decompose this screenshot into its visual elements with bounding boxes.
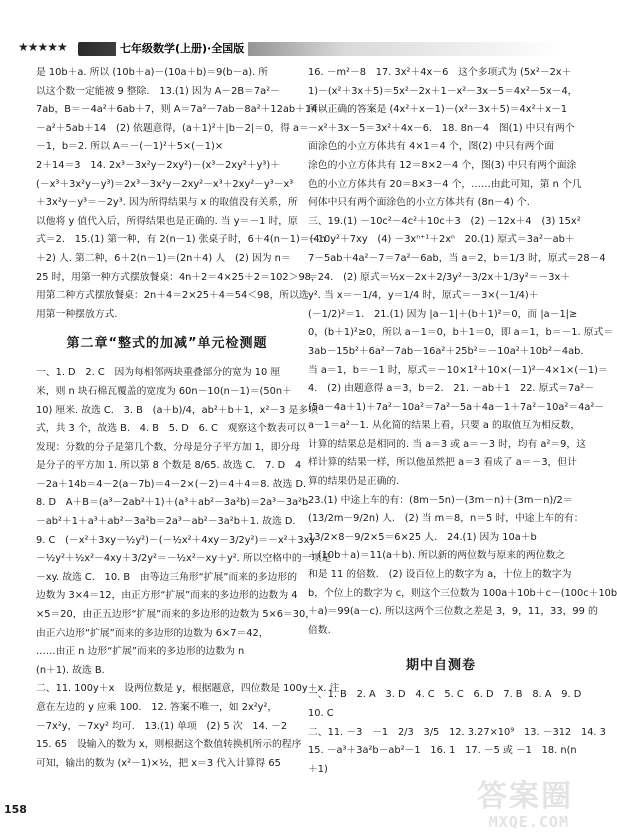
answer-line: 边数为 3×4＝12，由正方形“扩展”而来的多边形的边数为 4 [36,590,298,602]
answer-line: ＋a)＝99(a－c). 所以这两个三位数之差是 3，9，11，33，99 的 [308,606,598,618]
answer-line: 7－5ab＋4a²－7＝7a²－6ab，当 a＝2，b＝1/3 时，原式＝28－4 [308,252,606,264]
answer-line: (－x³＋3x²y－y³)＝2x³－3x²y－2xy²－x³＋2xy²－y³－x³ [36,178,294,190]
right-answers-part2 [308,686,606,779]
answer-line: －2a＋14b＝4－2(a－7b)＝4－2×(－2)＝4＋4＝8. 故选 D. [36,478,307,490]
answer-line: 3ab－15b²＋6a²－7ab－16a²＋25b²＝－10a²＋10b²－4ab. [308,345,584,357]
answer-line: ＝24. (2) 原式＝½x－2x＋2/3y²－3/2x＋1/3y²＝－3x＋ [308,271,571,283]
answer-line: ＋(10b＋a)＝11(a＋b). 所以新的两位数与原来的两位数之 [308,550,566,562]
answer-line: 涂色的小立方体共有 12＝8×2－4 个，图(3) 中只有两个面涂 [308,159,577,171]
answer-line: ……由正 n 边形“扩展”而来的多边形的边数为 n [36,646,245,658]
answer-line: 二、11. 100y＋x 设两位数是 y，根据题意，四位数是 100y＋x. 注 [36,683,340,695]
answer-line: ×5＝20，由正五边形“扩展”而来的多边形的边数为 5×6＝30， [36,609,316,621]
header-title: 七年级数学(上册)·全国版 [116,40,248,58]
answer-line: (5a－4a＋1)＋7a²－10a²＝7a²－5a＋4a－1＋7a²－10a²＝4a²－ [308,401,605,413]
answer-line: －a²＋5ab＋14 (2) 依题意得，(a＋1)²＋|b－2|＝0，得 a＝ [36,122,309,134]
answer-line: 由正六边形“扩展”而来的多边形的边数为 6×7＝42， [36,627,269,639]
answer-line: －xy. 故选 C. 10. B 由等边三角形“扩展”而来的多边形的 [36,571,297,583]
answer-line: 25 时，用第一种方式摆放餐桌：4n＋2＝4×25＋2＝102＞98， [36,271,321,283]
page-number: 158 [4,803,27,816]
answer-line: 样计算的结果一样，所以他虽然把 a＝3 看成了 a＝－3，但计 [308,457,577,469]
answer-line: 4. (2) 由题意得 a＝3，b＝2. 21. －ab＋1 22. 原式＝7a²－ [308,383,595,395]
answer-line: (n＋1). 故选 B. [36,664,105,676]
answer-line: ＋3x²y－y³＝－2y³. 因为所得结果与 x 的取值没有关系，所 [36,197,298,209]
answer-line: 10. C [308,708,334,719]
answer-line: 所以正确的答案是 (4x²＋x－1)－(x²－3x＋5)＝4x²＋x－1 [308,104,568,116]
answer-line: 用第一种摆放方式. [36,308,118,320]
answer-line: 23.(1) 中途上车的有：(8m－5n)－(3m－n)＋(3m－n)/2＝ [308,494,573,506]
answer-line: －7x²y，－7xy² 均可. 13.(1) 单项 (2) 5 次 14. －2 [36,720,288,732]
answer-line: 1)－(x²＋3x＋5)＝5x²－2x＋1－x²－3x－5＝4x²－5x－4， [308,85,578,97]
answer-line: 10) 厘米. 故选 C. 3. B (a＋b)/4，ab²＋b＋1，x²－3 是多项 [36,404,318,416]
section-heading-chapter2: 第二章“整式的加减”单元检测题 [66,336,268,352]
answer-line: a－1＝a²－1. 从化简的结果上看，只要 a 的取值互为相反数， [308,420,581,432]
answer-line: 面涂色的小立方体共有 4×1＝4 个，图(2) 中只有两个面 [308,141,555,153]
answer-line: ＋1) [308,763,328,775]
answer-line: 发现：分数的分子是第几个数，分母是分子平方加 1，即分母 [36,441,301,453]
answer-line: 何体中只有两个面涂色的小立方体共有 (8n－4) 个. [308,197,530,209]
answer-line: 色的小立方体共有 20＝8×3－4 个，……由此可知，第 n 个几 [308,178,582,190]
answer-line: 9. C (－x²＋3xy－½y²)－(－½x²＋4xy－3/2y²)＝－x²＋3xy [36,534,316,546]
answer-line: 13/2×8－9/2×5＝6×25 人. 24.(1) 因为 10a＋b [308,531,537,543]
answer-line: －10y²＋7xy (4) －3xⁿ⁺¹＋2xⁿ 20.(1) 原式＝3a²－ab＋ [308,234,575,246]
answer-line: 倍数. [308,624,331,636]
answer-line: －1，b＝2. 所以 A＝－(－1)²＋5×(－1)× [36,141,224,153]
answer-line: 16. －m²－8 17. 3x²＋4x－6 这个多项式为 (5x²－2x＋ [308,67,572,78]
answer-line: 可知，输出的数为 (x²－1)×½，把 x＝3 代入计算得 65 [36,757,281,769]
left-answers-part1 [36,64,328,324]
answer-line: 米，则 n 块石棉瓦覆盖的宽度为 60n－10(n－1)＝(50n＋ [36,385,292,397]
answer-line: －½y²＋½x²－4xy＋3/2y²＝－½x²－xy＋y². 所以空格中的一项是 [36,553,332,565]
answer-line: 式，共 3 个，故选 B. 4. B 5. D 6. C 观察这个数表可以 [36,423,307,435]
right-column [308,64,617,779]
answer-line: y². 当 x＝－1/4，y＝1/4 时，原式＝－3×(－1/4)＋ [308,290,539,302]
answer-line: 一、1. B 2. A 3. D 4. C 5. C 6. D 7. B 8. A 9. D [308,689,582,701]
answer-line: 和是 11 的倍数. (2) 设百位上的数字为 a，十位上的数字为 [308,569,572,581]
section-heading-midterm: 期中自测卷 [405,658,476,674]
answer-line: 用第二种方式摆放餐桌：2n＋4＝2×25＋4＝54＜98，所以选 [36,290,309,302]
header-stars-icon: ★★★★★ [18,40,67,54]
answer-line: －ab²＋1＋a³＋ab²－3a²b＝2a³－ab²－3a²b＋1. 故选 D. [36,516,296,528]
answer-line: (－1/2)²＝1. 21.(1) 因为 |a－1|＋(b＋1)²＝0，而 |a－1|≥ [308,308,578,320]
answer-line: (13/2m－9/2n) 人. (2) 当 m＝8，n＝5 时，中途上车的有： [308,513,584,525]
answer-line: 15. 65 设输入的数为 x，则根据这个数值转换机所示的程序 [36,739,302,751]
answer-line: 三、19.(1) －10c²－4c²＋10c＋3 (2) －12x＋4 (3) 15x² [308,215,581,227]
answer-line: 15. －a³＋3a²b－ab²－1 16. 1 17. －5 或 －1 18. n(n [308,745,577,757]
answer-line: 以这个数一定能被 9 整除. 13.(1) 因为 A－2B＝7a²－ [36,85,280,97]
answer-line: 0，(b＋1)²≥0，所以 a－1＝0，b＋1＝0，即 a＝1，b＝－1. 原式＝ [308,327,614,339]
answer-line: 以他将 y 值代入后，所得结果也是正确的. 当 y＝－1 时，原 [36,215,298,227]
right-answers-part1 [308,64,617,640]
answer-line: 当 a＝1，b＝－1 时，原式＝－10×1²＋10×(－1)²－4×1×(－1)＝ [308,364,608,376]
answer-line: b，个位上的数字为 c，则这个三位数为 100a＋10b＋c－(100c＋10b [308,587,617,599]
answer-line: 计算的结果总是相同的. 当 a＝3 或 a＝－3 时，均有 a²＝9，这 [308,438,586,450]
answer-line: 意在左边的 y 应乘 100. 12. 答案不唯一，如 2x²y²， [36,702,278,713]
answer-line: 式＝2. 15.(1) 第一种，有 2(n－1) 张桌子时，6＋4(n－1)＝(4n [36,234,326,246]
answer-line: 算的结果仍是正确的. [308,476,400,488]
answer-line: 是 10b＋a. 所以 (10b＋a)－(10a＋b)＝9(b－a). 所 [36,67,269,78]
answer-line: 8. D A＋B＝(a³－2ab²＋1)＋(a³＋ab²－3a²b)＝2a³－3a²b [36,497,309,509]
answer-line: －x²＋3x－5＝3x²＋4x－6. 18. 8n－4 图(1) 中只有两个 [308,122,575,134]
answer-line: 7ab，B＝－4a²＋6ab＋7，则 A＝7a²－7ab－8a²＋12ab＋14＝ [36,104,328,116]
answer-line: 二、11. －3 －1 2/3 3/5 12. 3.27×10⁹ 13. －312 14. 3 [308,726,606,738]
watermark-text-bottom: MXQE.COM [488,813,569,831]
answer-line: 一、1. D 2. C 因为每相邻两块重叠部分的宽为 10 厘 [36,367,281,379]
answer-line: ＋2) 人. 第二种，6＋2(n－1)＝(2n＋4) 人 (2) 因为 n＝ [36,252,291,264]
page-header [18,40,563,60]
watermark-logo [413,771,573,831]
watermark-text-top: 答案圈 [477,779,573,814]
answer-line: 是分子的平方加 1. 所以第 8 个数是 8/65. 故选 C. 7. D 4 [36,460,302,472]
answer-line: 2＋14＝3 14. 2x³－3x²y－2xy²)－(x³－2xy²＋y³)＋ [36,159,280,171]
